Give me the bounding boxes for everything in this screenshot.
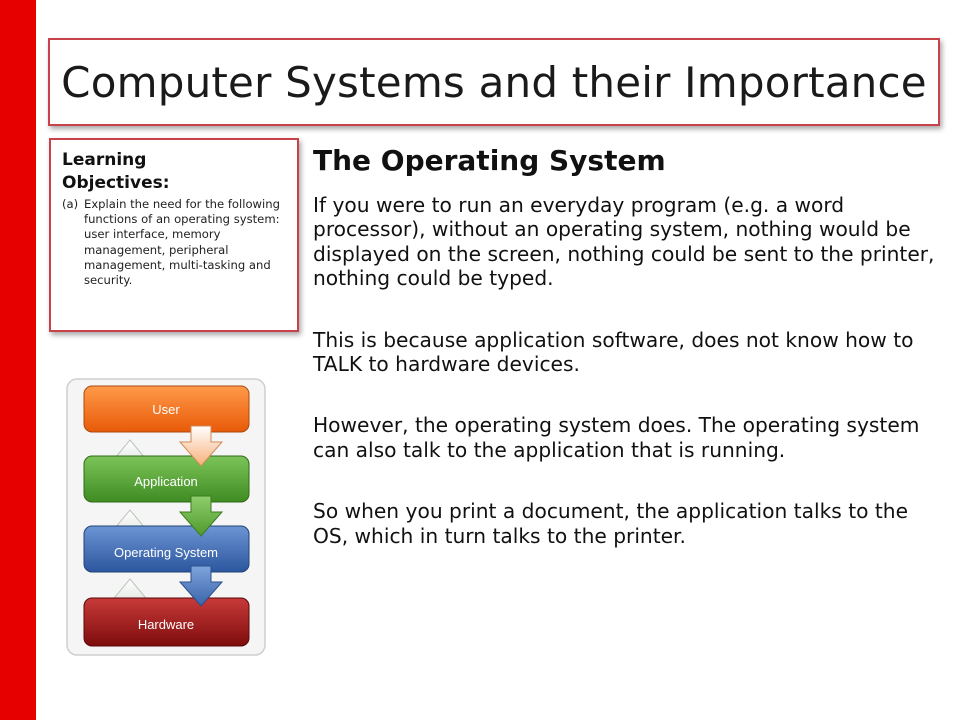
objectives-heading — [62, 149, 287, 195]
main-content — [313, 143, 943, 585]
title-box — [48, 38, 940, 126]
layer-diagram-svg — [66, 378, 266, 656]
paragraph: This is because application software, does not know how to TALK to hardware devices. — [313, 327, 914, 377]
learning-objectives-box — [49, 138, 299, 332]
paragraph: If you were to run an everyday program (e.g. a word processor), without an operating system, nothing would be displayed on the screen, nothing could be sent to the printer, nothing could be typed. — [313, 193, 935, 291]
objectives-heading-line2: Objectives: — [62, 173, 170, 193]
objective-marker: (a) — [62, 197, 79, 211]
section-heading: The Operating System — [313, 144, 666, 177]
objectives-heading-line1: Learning — [62, 150, 147, 170]
layer-label-user: User — [152, 402, 180, 417]
objective-text: Explain the need for the following functions of an operating system: user interface, memory management, peripheral management, multi-tasking and security. — [84, 197, 280, 288]
paragraph: However, the operating system does. The operating system can also talk to the application that is running. — [313, 413, 920, 462]
os-layer-diagram — [66, 378, 266, 656]
paragraph: So when you print a document, the application talks to the OS, which in turn talks to the printer. — [313, 499, 909, 548]
layer-label-application: Application — [134, 474, 198, 489]
accent-bar — [0, 0, 36, 720]
slide-title: Computer Systems and their Importance — [61, 57, 927, 107]
layer-label-operating-system: Operating System — [113, 545, 219, 560]
objective-item — [62, 197, 287, 288]
layer-label-hardware: Hardware — [137, 617, 195, 632]
